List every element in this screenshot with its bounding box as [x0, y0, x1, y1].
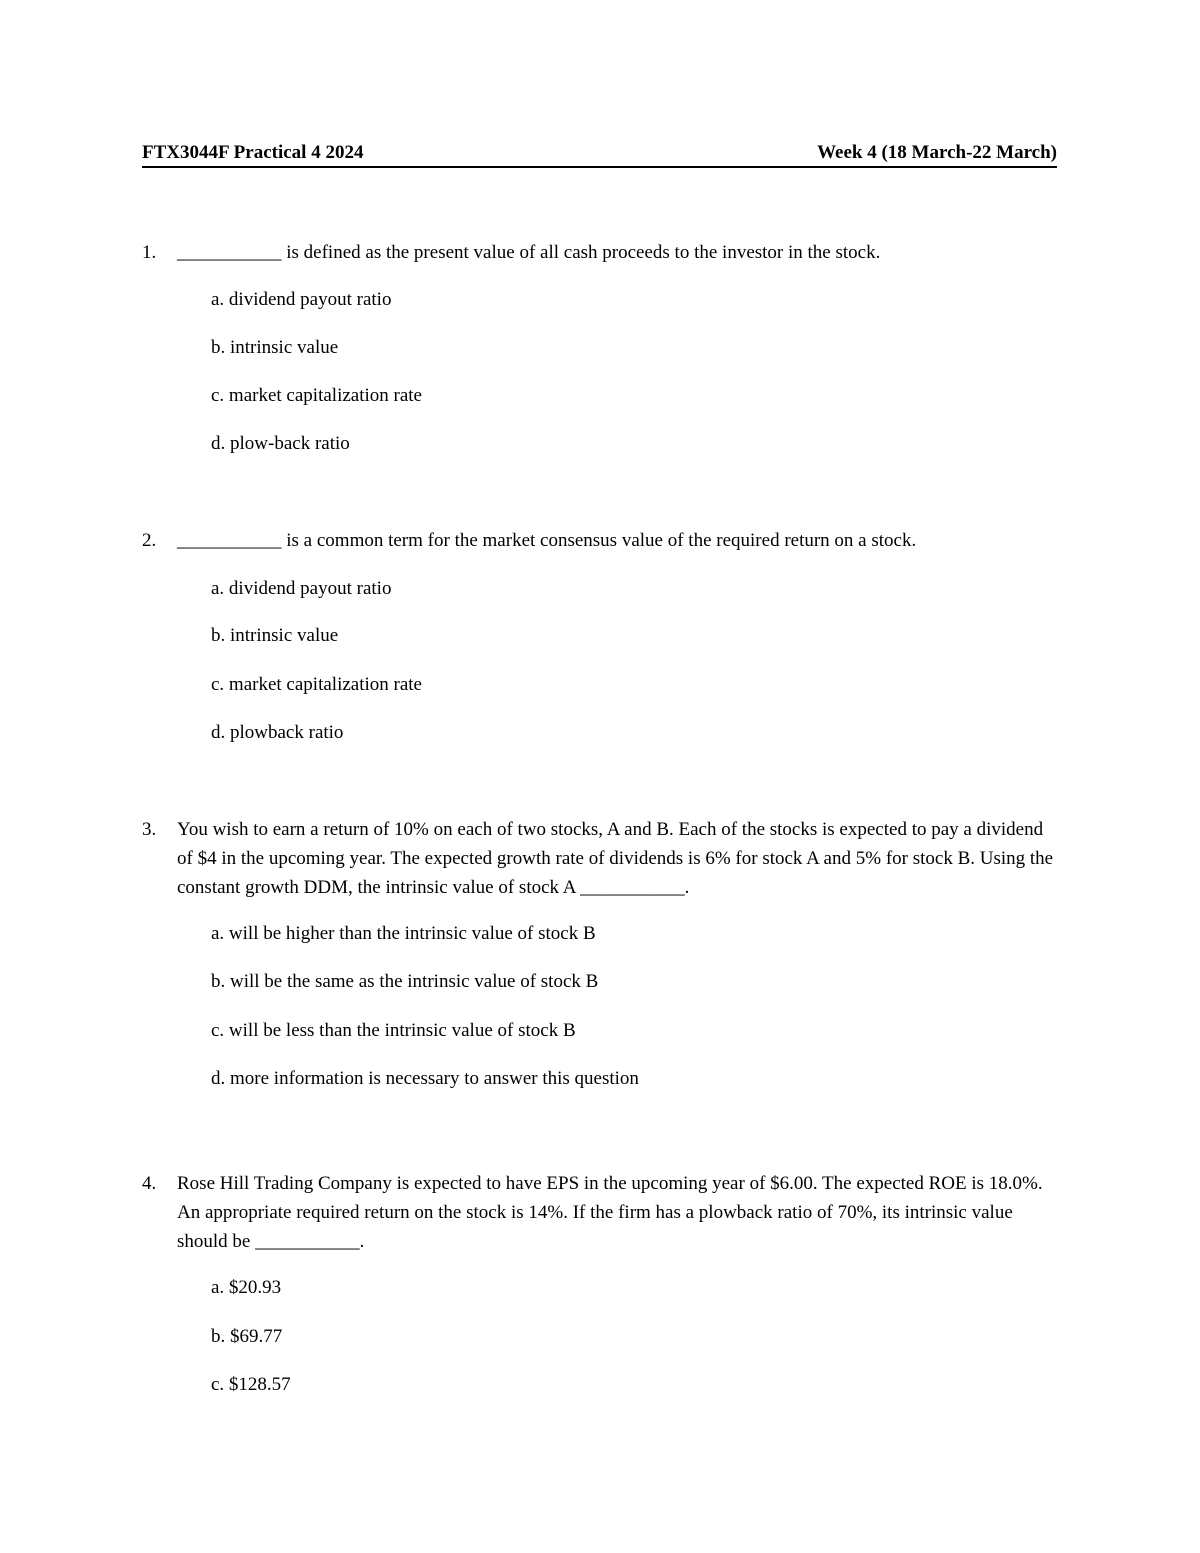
question-3-option-d: d. more information is necessary to answer this question: [211, 1068, 639, 1089]
question-1-option-c: c. market capitalization rate: [211, 385, 422, 406]
question-2-option-d: d. plowback ratio: [211, 722, 344, 743]
question-number: 1.: [142, 242, 157, 263]
question-1-option-b: b. intrinsic value: [211, 337, 339, 358]
question-4-option-b: b. $69.77: [211, 1326, 283, 1347]
question-1-option-d: d. plow-back ratio: [211, 433, 350, 454]
page-header: [142, 140, 1057, 168]
question-2: [142, 526, 1062, 555]
question-2-option-c: c. market capitalization rate: [211, 674, 422, 695]
question-number: 4.: [142, 1173, 157, 1194]
question-stem: ___________ is a common term for the market consensus value of the required return on a stock.: [177, 530, 917, 551]
question-stem: Rose Hill Trading Company is expected to have EPS in the upcoming year of $6.00. The expected ROE is 18.0%. An appropriate required return on the stock is 14%. If the firm has a plowback ratio of 70%, its intrinsic value should be ___________.: [177, 1173, 1043, 1252]
question-3-option-b: b. will be the same as the intrinsic value of stock B: [211, 971, 599, 992]
question-4-option-c: c. $128.57: [211, 1374, 291, 1395]
question-stem: You wish to earn a return of 10% on each of two stocks, A and B. Each of the stocks is expected to pay a dividend of $4 in the upcoming year. The expected growth rate of dividends is 6% for stock A and 5% for stock B. Using the constant growth DDM, the intrinsic value of stock A ___________.: [177, 819, 1054, 898]
question-2-option-a: a. dividend payout ratio: [211, 578, 392, 599]
question-4: [142, 1169, 1062, 1256]
question-stem: ___________ is defined as the present value of all cash proceeds to the investor in the stock.: [177, 242, 881, 263]
course-title: FTX3044F Practical 4 2024: [142, 142, 364, 163]
question-3-option-a: a. will be higher than the intrinsic value of stock B: [211, 923, 596, 944]
week-label: Week 4 (18 March-22 March): [817, 142, 1057, 163]
question-3: [142, 815, 1062, 902]
question-3-option-c: c. will be less than the intrinsic value of stock B: [211, 1020, 576, 1041]
question-number: 3.: [142, 819, 157, 840]
question-4-option-a: a. $20.93: [211, 1277, 282, 1298]
question-number: 2.: [142, 530, 157, 551]
question-2-option-b: b. intrinsic value: [211, 625, 339, 646]
question-1-option-a: a. dividend payout ratio: [211, 289, 392, 310]
question-1: [142, 238, 1062, 267]
